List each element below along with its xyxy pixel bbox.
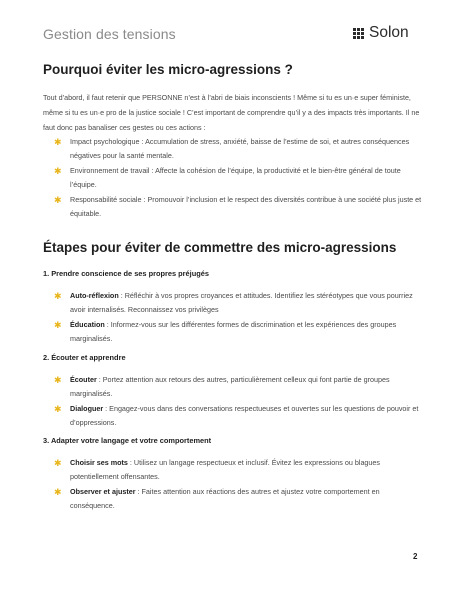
- steps-heading: Étapes pour éviter de commettre des micro-agressions: [43, 240, 397, 255]
- step-1-title: 1. Prendre conscience de ses propres préjugés: [43, 269, 209, 278]
- star-bullet-icon: ✱: [54, 137, 62, 147]
- list-item: ✱ Impact psychologique : Accumulation de stress, anxiété, baisse de l’estime de soi, et autres conséquences négatives pour la santé mentale.: [54, 137, 410, 160]
- why-intro: Tout d’abord, il faut retenir que PERSONNE n’est à l’abri de biais inconscients ! Même si tu es un·e super féministe, même si tu es un·e pro de la justice sociale ! C’est important de comprendre qu’il y a des impacts très importants. Il ne faut donc pas banaliser ces gestes ou ces actions :: [43, 93, 420, 132]
- star-bullet-icon: ✱: [54, 195, 62, 205]
- list-item: ✱ Observer et ajuster : Faites attention aux réactions des autres et ajustez votre comportement en conséquence.: [54, 487, 380, 510]
- step-1-list: [54, 289, 424, 347]
- list-item: ✱ Responsabilité sociale : Promouvoir l’inclusion et le respect des diversités contribue à une société plus juste et équitable.: [54, 195, 422, 218]
- list-item: ✱ Éducation : Informez-vous sur les différentes formes de discrimination et les expériences des groupes marginalisés.: [54, 320, 397, 343]
- star-bullet-icon: ✱: [54, 404, 62, 414]
- star-bullet-icon: ✱: [54, 166, 62, 176]
- why-heading: Pourquoi éviter les micro-agressions ?: [43, 62, 293, 77]
- star-bullet-icon: ✱: [54, 487, 62, 497]
- step-3-title: 3. Adapter votre langage et votre comportement: [43, 436, 212, 445]
- star-bullet-icon: ✱: [54, 320, 62, 330]
- list-item: ✱ Écouter : Portez attention aux retours des autres, particulièrement celleux qui font partie de groupes marginalisés.: [54, 375, 390, 398]
- list-item: ✱ Environnement de travail : Affecte la cohésion de l’équipe, la productivité et le bien-être général de toute l’équipe.: [54, 166, 401, 189]
- step-2-list: [54, 373, 424, 431]
- grid-logo-icon: [352, 27, 364, 39]
- list-item: ✱ Auto-réflexion : Réfléchir à vos propres croyances et attitudes. Identifiez les stéréotypes que vous pourriez avoir internalisés. Reconnaissez vos privilèges: [54, 291, 413, 314]
- logo: [352, 24, 409, 42]
- page-number: 2: [413, 552, 418, 561]
- header-title: Gestion des tensions: [43, 26, 176, 42]
- why-bullet-list: [54, 135, 424, 222]
- star-bullet-icon: ✱: [54, 375, 62, 385]
- star-bullet-icon: ✱: [54, 291, 62, 301]
- logo-text: Solon: [369, 24, 409, 41]
- step-2-title: 2. Écouter et apprendre: [43, 353, 126, 362]
- star-bullet-icon: ✱: [54, 458, 62, 468]
- step-3-list: [54, 456, 424, 514]
- list-item: ✱ Dialoguer : Engagez-vous dans des conversations respectueuses et ouvertes sur les questions de pouvoir et d’oppressions.: [54, 404, 419, 427]
- list-item: ✱ Choisir ses mots : Utilisez un langage respectueux et inclusif. Évitez les expressions ou blagues potentiellement offensantes.: [54, 458, 381, 481]
